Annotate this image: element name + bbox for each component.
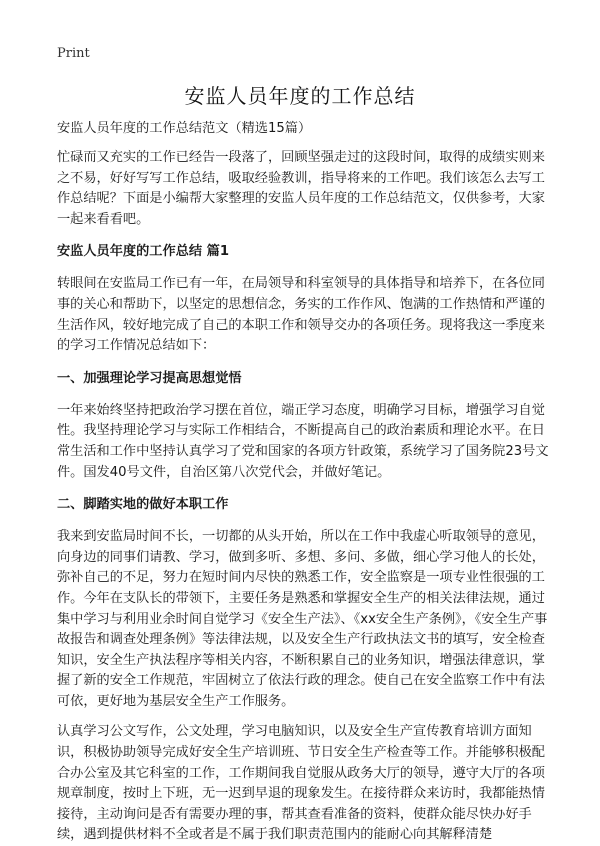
page-title: 安监人员年度的工作总结 (184, 84, 416, 108)
print-link[interactable]: Print (57, 46, 90, 61)
heading-study-theory: 一、加强理论学习提高思想觉悟 (57, 370, 242, 386)
intro-paragraph: 忙碌而又充实的工作已经告一段落了，回顾坚强走过的这段时间，取得的成绩实则来之不易，好好写写工作总结，吸取经验教训，指导将来的工作吧。我们该怎么去写工作总结呢？下面是小编帮大家整理的安监人员年度的工作总结范文，仅供参考，大家一起来看看吧。 (57, 150, 545, 227)
document-body (57, 118, 549, 846)
document-subtitle: 安监人员年度的工作总结范文（精选15篇） (57, 121, 312, 136)
paragraph-study-theory: 一年来始终坚持把政治学习摆在首位，端正学习态度，明确学习目标，增强学习自觉性。我坚持理论学习与实际工作相结合，不断提高自己的政治素质和理论水平。在日常生活和工作中坚持认真学习了党和国家的各项方针政策，系统学习了国务院23号文件。国发40号文件，自治区第八次党代会，并做好笔记。 (57, 402, 549, 480)
paragraph-document-writing: 认真学习公文写作，公文处理，学习电脑知识，以及安全生产宣传教育培训方面知识，积极协助领导完成好安全生产培训班、节日安全生产检查等工作。并能够积极配合办公室及其它科室的工作，工作期间我自觉服从政务大厅的领导，遵守大厅的各项规章制度，按时上下班，无一迟到早退的现象发生。在接待群众来访时，我都能热情接待，主动询问是否有需要办理的事，帮其查看准备的资料，使群众能尽快办好手续，遇到提供材料不全或者是不属于我们职责范围内的能耐心向其解释清楚 (57, 724, 545, 843)
section-title: 安监人员年度的工作总结 篇1 (57, 244, 230, 260)
paragraph-do-job-well: 我来到安监局时间不长，一切都的从头开始，所以在工作中我虚心听取领导的意见，向身边的同事们请教、学习，做到多听、多想、多问、多做，细心学习他人的长处，弥补自己的不足，努力在短时间内尽快的熟悉工作，安全监察是一项专业性很强的工作。今年在支队长的带领下，主要任务是熟悉和掌握安全生产的相关法律法规，通过集中学习与利用业余时间自觉学习《安全生产法》、《xx安全生产条例》，《安全生产事故报告和调查处理条例》等法律法规，以及安全生产行政执法文书的填写，安全检查知识，安全生产执法程序等相关内容，不断积累自己的业务知识，增强法律意识，掌握了新的安全工作规范，牢固树立了依法行政的理念。使自己在安全监察工作中有法可依，更好地为基层安全生产工作服务。 (57, 529, 548, 709)
section-intro-paragraph: 转眼间在安监局工作已有一年，在局领导和科室领导的具体指导和培养下，在各位同事的关心和帮助下，以坚定的思想信念，务实的工作作风、饱满的工作热情和严谨的生活作风，较好地完成了自己的本职工作和领导交办的各项任务。现将我这一季度来的学习工作情况总结如下： (57, 276, 545, 354)
heading-do-job-well: 二、脚踏实地的做好本职工作 (57, 497, 229, 513)
